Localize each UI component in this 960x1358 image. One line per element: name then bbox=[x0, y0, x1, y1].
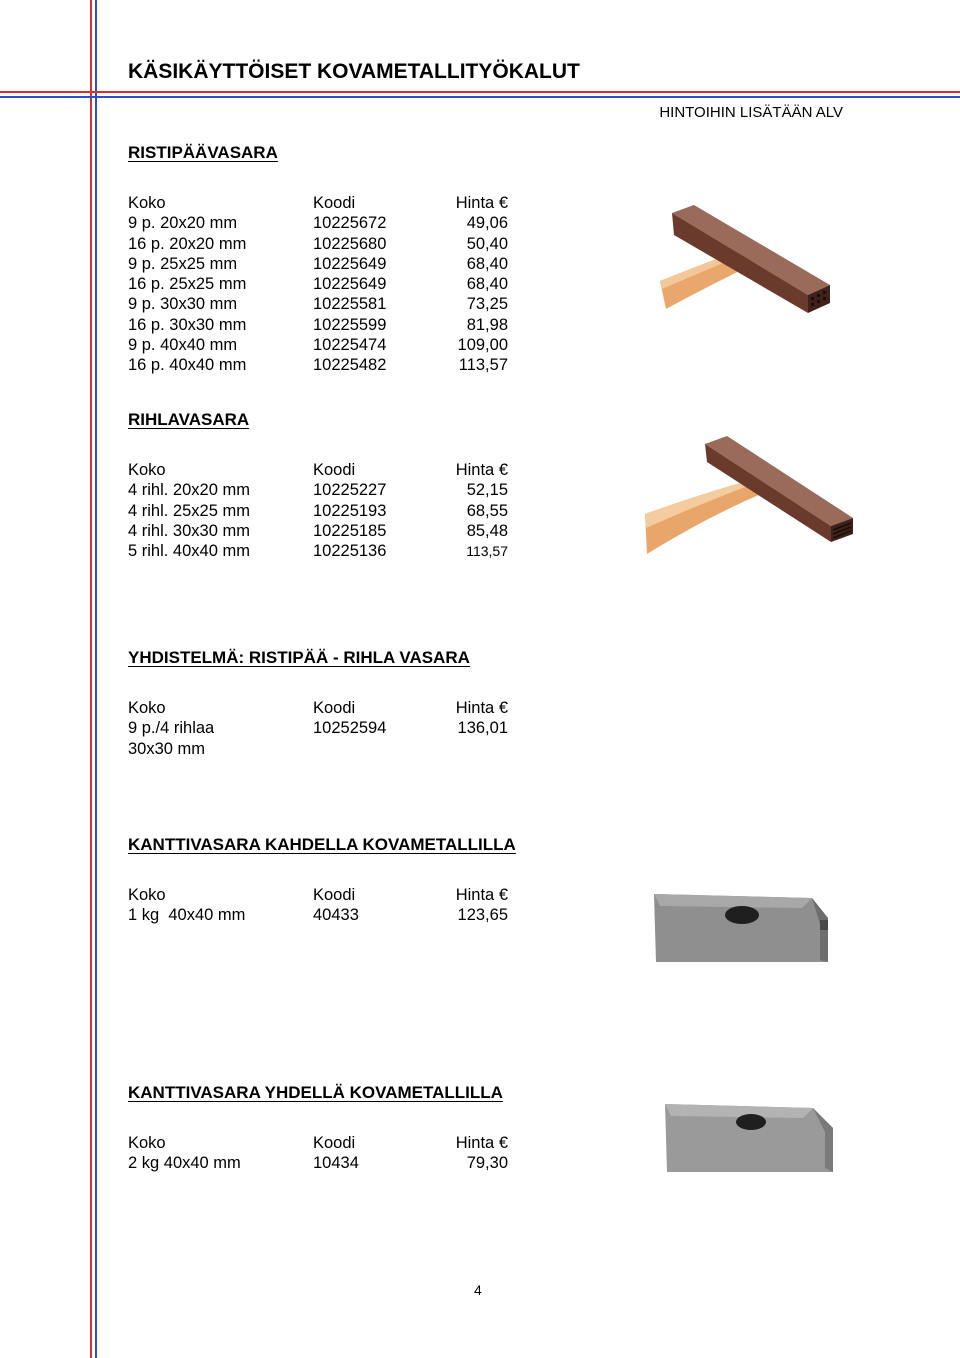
table-row bbox=[128, 1153, 528, 1173]
header-code: Koodi bbox=[313, 1134, 356, 1152]
cell-code: 10225649 bbox=[313, 254, 387, 273]
section-title: YHDISTELMÄ: RISTIPÄÄ - RIHLA VASARA bbox=[128, 648, 470, 667]
section-kanttivasara-kahdella bbox=[128, 835, 528, 926]
header-price: Hinta € bbox=[455, 194, 508, 212]
cell-code: 10225185 bbox=[313, 521, 387, 540]
cell-code: 10225227 bbox=[313, 481, 387, 500]
section-title: KANTTIVASARA YHDELLÄ KOVAMETALLILLA bbox=[128, 1083, 503, 1102]
table-row bbox=[128, 355, 528, 375]
section-title: RISTIPÄÄVASARA bbox=[128, 143, 278, 162]
column-headers bbox=[128, 885, 528, 905]
header-size: Koko bbox=[128, 1134, 166, 1152]
header-price: Hinta € bbox=[455, 886, 508, 904]
cell-code: 10225649 bbox=[313, 275, 387, 294]
column-headers bbox=[128, 193, 528, 213]
table-row bbox=[128, 541, 528, 561]
section-title: RIHLAVASARA bbox=[128, 410, 250, 429]
cell-code: 10225581 bbox=[313, 295, 387, 314]
header-size: Koko bbox=[128, 194, 166, 212]
section-title: KANTTIVASARA KAHDELLA KOVAMETALLILLA bbox=[128, 835, 516, 854]
cell-code: 10225599 bbox=[313, 315, 387, 334]
cell-price: 49,06 bbox=[466, 214, 508, 233]
cell-size: 9 p./4 rihlaa bbox=[128, 719, 215, 738]
section-kanttivasara-yhdella bbox=[128, 1083, 528, 1174]
ristipaavasara-hammer-image bbox=[660, 205, 840, 315]
cell-price: 136,01 bbox=[457, 719, 508, 738]
header-code: Koodi bbox=[313, 461, 356, 479]
cell-code: 10225672 bbox=[313, 214, 387, 233]
page-number: 4 bbox=[474, 1282, 482, 1298]
table-row bbox=[128, 234, 528, 254]
cell-code: 10225474 bbox=[313, 336, 387, 355]
rihlavasara-hammer-image bbox=[645, 436, 855, 556]
cell-price: 73,25 bbox=[466, 295, 508, 314]
cell-price: 50,40 bbox=[466, 234, 508, 253]
cell-size: 4 rihl. 25x25 mm bbox=[128, 501, 250, 520]
cell-code: 10225482 bbox=[313, 356, 387, 375]
column-headers bbox=[128, 460, 528, 480]
cell-size: 16 p. 20x20 mm bbox=[128, 234, 247, 253]
cell-size: 9 p. 20x20 mm bbox=[128, 214, 238, 233]
table-row bbox=[128, 335, 528, 355]
cell-size: 9 p. 40x40 mm bbox=[128, 336, 238, 355]
table-row bbox=[128, 274, 528, 294]
kanttivasara-kahdella-image bbox=[652, 890, 832, 965]
cell-price: 79,30 bbox=[466, 1154, 508, 1173]
cell-size: 4 rihl. 30x30 mm bbox=[128, 521, 250, 540]
header-code: Koodi bbox=[313, 886, 356, 904]
cell-size: 16 p. 30x30 mm bbox=[128, 315, 247, 334]
cell-price: 113,57 bbox=[466, 543, 508, 560]
page-title: KÄSIKÄYTTÖISET KOVAMETALLITYÖKALUT bbox=[128, 60, 580, 83]
cell-size: 16 p. 25x25 mm bbox=[128, 275, 247, 294]
table-row bbox=[128, 905, 528, 925]
table-row bbox=[128, 315, 528, 335]
cell-code: 10252594 bbox=[313, 719, 387, 738]
header-price: Hinta € bbox=[455, 461, 508, 479]
cell-price: 68,55 bbox=[466, 501, 508, 520]
margin-line-blue bbox=[95, 0, 97, 1358]
cell-price: 85,48 bbox=[466, 521, 508, 540]
margin-line-red bbox=[90, 0, 92, 1358]
cell-price: 52,15 bbox=[466, 481, 508, 500]
header-size: Koko bbox=[128, 886, 166, 904]
cell-code: 10434 bbox=[313, 1154, 359, 1173]
table-row bbox=[128, 213, 528, 233]
column-headers bbox=[128, 698, 528, 718]
section-yhdistelma bbox=[128, 648, 528, 759]
header-price: Hinta € bbox=[455, 699, 508, 717]
cell-code: 10225680 bbox=[313, 234, 387, 253]
table-row bbox=[128, 501, 528, 521]
section-ristipaavasara bbox=[128, 143, 528, 376]
header-line-blue bbox=[0, 96, 960, 98]
cell-code: 40433 bbox=[313, 906, 359, 925]
table-row bbox=[128, 739, 528, 759]
cell-code: 10225193 bbox=[313, 501, 387, 520]
cell-size: 5 rihl. 40x40 mm bbox=[128, 542, 250, 561]
header-code: Koodi bbox=[313, 194, 356, 212]
cell-size: 1 kg 40x40 mm bbox=[128, 906, 246, 925]
table-row bbox=[128, 480, 528, 500]
cell-size: 4 rihl. 20x20 mm bbox=[128, 481, 250, 500]
column-headers bbox=[128, 1133, 528, 1153]
cell-size: 9 p. 30x30 mm bbox=[128, 295, 238, 314]
cell-price: 68,40 bbox=[466, 275, 508, 294]
cell-price: 123,65 bbox=[457, 906, 508, 925]
header-line-red bbox=[0, 91, 960, 93]
cell-size: 16 p. 40x40 mm bbox=[128, 356, 247, 375]
table-row bbox=[128, 294, 528, 314]
table-row bbox=[128, 521, 528, 541]
cell-price: 109,00 bbox=[457, 336, 508, 355]
cell-price: 113,57 bbox=[458, 356, 508, 375]
cell-price: 81,98 bbox=[466, 315, 508, 334]
table-row bbox=[128, 718, 528, 738]
cell-code: 10225136 bbox=[313, 542, 387, 561]
cell-size: 30x30 mm bbox=[128, 739, 206, 758]
cell-size: 9 p. 25x25 mm bbox=[128, 254, 238, 273]
header-code: Koodi bbox=[313, 699, 356, 717]
cell-size: 2 kg 40x40 mm bbox=[128, 1154, 241, 1173]
section-rihlavasara bbox=[128, 410, 528, 561]
header-size: Koko bbox=[128, 699, 166, 717]
header-size: Koko bbox=[128, 461, 166, 479]
kanttivasara-yhdella-image bbox=[663, 1102, 838, 1174]
vat-note: HINTOIHIN LISÄTÄÄN ALV bbox=[659, 104, 843, 121]
header-price: Hinta € bbox=[455, 1134, 508, 1152]
cell-price: 68,40 bbox=[466, 254, 508, 273]
table-row bbox=[128, 254, 528, 274]
